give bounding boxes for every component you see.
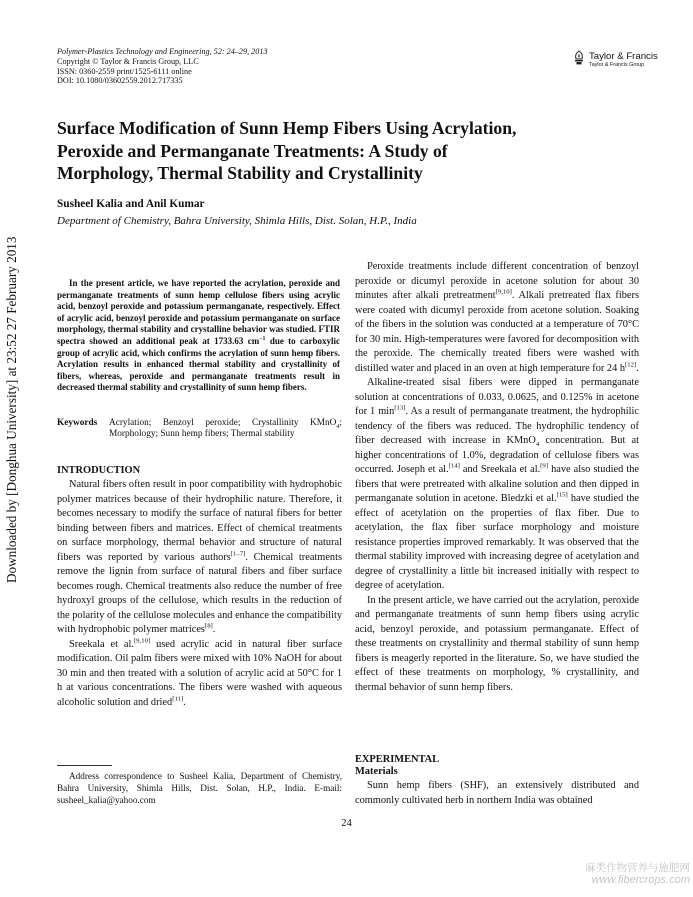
citation: [12] [625,361,637,369]
title-line: Peroxide and Permanganate Treatments: A Study of [57,140,448,161]
section-heading-introduction: INTRODUCTION [57,465,141,476]
publisher-group: Taylor & Francis Group [589,62,645,68]
author-list: Susheel Kalia and Anil Kumar [57,198,205,210]
paragraph: Sunn hemp fibers (SHF), an extensively distributed and commonly cultivated herb in northern India was obtained [355,780,639,806]
paragraph-text: used acrylic acid in natural fiber surface modification. Oil palm fibers were mixed with 10% NaOH for about 30 min and then treated with a solution of acrylic acid at 50°C for 1 h at various concentrations. The fibers were washed with aqueous alcoholic solution and dried [57,638,342,708]
subscript: 4 [336,423,340,430]
paragraph [355,260,639,376]
journal-header [57,47,317,86]
paragraph-text: have also studied the fibers that were pretreated with alkaline solution and then dipped in permanganate solution in acetone. Bledzki et al. [355,464,639,504]
paragraph-text: concentration. But at higher concentrations of 1.0%, degradation of cellulose fibers was occurred. Joseph et al. [355,435,639,475]
paragraph-text: Sreekala et al. [69,638,134,650]
title-line: Morphology, Thermal Stability and Crystallinity [57,163,423,183]
paragraph [355,376,639,594]
keywords-text: Acrylation; Benzoyl peroxide; Crystallinity KMnO [109,418,337,428]
site-watermark [560,862,690,886]
abstract-text: In the present article, we have reported the acrylation, peroxide and permanganate treatments of sunn hemp cellulose fibers using acrylic acid, benzoyl peroxide and potassium permanganate, respectively. Effect of acrylic acid, benzoyl peroxide and potassium permanganate on surface morphology, thermal stability and crystalline behavior was studied. FTIR spectra showed an additional peak at 1733.63 cm [57,278,340,346]
citation: [1–7] [230,550,246,558]
author-affiliation: Department of Chemistry, Bahra University, Shimla Hills, Dist. Solan, H.P., India [57,215,417,227]
superscript: −1 [259,335,266,342]
paragraph-text: Peroxide treatments include different concentration of benzoyl peroxide or dicumyl peroxide in acetone solution for about 30 minutes after alkali pretreatment [355,261,639,301]
paragraph-text: . Alkali pretreated flax fibers were coated with dicumyl peroxide from acetone solution. Soaking of the fibers in the solution was conducted at a temperature of 70°C for 30 min. High-temperatures were favored for decomposition with the peroxide. The chemically treated fibers were washed with distilled water and placed in an oven at high temperature for 24 h [355,290,639,374]
citation: [9] [540,462,549,470]
title-line: Surface Modification of Sunn Hemp Fibers Using Acrylation, [57,118,517,138]
right-column-body [355,260,639,695]
keywords-list [109,418,342,440]
paragraph-text: . As a result of permanganate treatment, the hydrophilic tendency of the fibers was reduced. The hydrophilic tendency of fiber decreased with increase in KMnO [355,406,639,446]
citation: [8] [204,622,213,630]
citation: [9,10] [495,288,512,296]
correspondence-footnote: Address correspondence to Susheel Kalia, Department of Chemistry, Bahra University, Shimla Hills, Dist. Solan, H.P., India. E-mail: susheel_kalia@yahoo.com [57,771,342,805]
paragraph-text: . [183,696,186,708]
paragraph-text: Alkaline-treated sisal fibers were dipped in permanganate solution at concentrations of 0.033, 0.0625, and 0.125% in acetone for 1 min [355,377,639,417]
publisher-logo [572,49,682,77]
paragraph-text: . [636,362,639,374]
paragraph-text: . Chemical treatments remove the lignin from surface of natural fibers and fiber surface becomes rough. Chemical treatments also reduce the number of free hydroxyl groups of the cellulose, which results in the reduction of the polarity of the cellulose molecules and enhance the compatibility with hydrophobic polymer matrices [57,551,342,635]
paragraph-text: and Sreekala et al. [459,464,541,475]
watermark-url: www.fibercrops.com [591,874,690,886]
citation: [9,10] [133,637,151,645]
footnote-divider [57,765,112,766]
keywords-text: ; Morphology; Sunn hemp fibers; Thermal stability [109,418,342,440]
download-stamp: Downloaded by [Donghua University] at 23:52 27 February 2013 [4,236,19,584]
paragraph-text: Natural fibers often result in poor compatibility with hydrophobic polymer matrices because of their hydrophilic nature. Therefore, it becomes necessary to modify the surface of natural fibers for better binding between fibers and matrices. Effect of chemical treatments on surface morphology, thermal behavior and structure of natural fibers was reported by various authors [57,479,342,563]
paragraph-text: . [212,624,216,635]
paragraph: In the present article, we have carried out the acrylation, peroxide and permanganate treatments of sunn hemp fibers using acrylic acid, benzoyl peroxide, and potassium permanganate. Effect of these treatments on crystallinity and thermal stability of sunn hemp fibers is meagerly reported in the literature. So, we have studied the effect of these treatments on morphology, % crystallinity, and thermal behavior of sunn hemp fibers. [355,594,639,693]
citation: [14] [448,462,460,470]
subscript: 4 [535,441,540,449]
paragraph-text: have studied the effect of acetylation on the properties of flax fiber. Due to acetylation, the flax fiber surface morphology and moisture resistance properties improved remarkably. It was observed that the thermal stability improved with increasing degree of acetylation and degree of crystallinity a little bit increased initially with respect to degree of acetylation. [355,493,639,591]
publisher-lamp-icon [572,50,586,66]
publisher-name: Taylor & Francis [589,51,658,62]
issn-line: ISSN: 0360-2559 print/1525-6111 online [57,66,192,76]
keywords-label: Keywords [57,418,98,428]
abstract-text: due to carboxylic group of acrylic acid, which confirms the acrylation of sunn hemp fibers. Acrylation results in enhanced thermal stability and crystallinity of fibers, whereas, peroxide and permanganate treatments result in decreased thermal stability and crystallinity of sunn hemp fibers. [57,335,341,393]
paragraph [57,478,342,638]
materials-body [355,779,639,808]
abstract [57,278,340,394]
watermark-text: 麻类作物营养与施肥网 [585,862,690,874]
journal-citation: Polymer-Plastics Technology and Engineering, 52: 24–29, 2013 [57,47,268,56]
subsection-heading-materials: Materials [355,766,398,777]
doi-line: DOI: 10.1080/03602559.2012.717335 [57,76,183,86]
citation: [15] [556,491,568,499]
citation: [13] [394,404,406,412]
copyright-line: Copyright © Taylor & Francis Group, LLC [57,56,199,66]
paragraph [57,638,342,711]
keywords [57,418,342,440]
left-column-body [57,478,342,710]
page-number: 24 [341,818,352,829]
paper-title [57,117,617,185]
section-heading-experimental: EXPERIMENTAL [355,754,440,765]
citation: [11] [172,695,184,703]
